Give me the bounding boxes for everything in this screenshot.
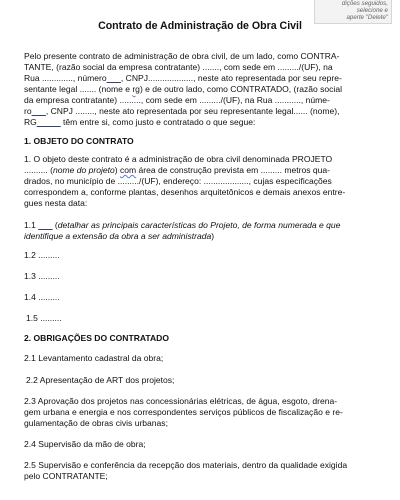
list-item-2-5: [24, 460, 370, 482]
preamble-line: [24, 73, 370, 84]
item-line: gem urbana e energia e nos correspondentes serviços públicos de fiscalização e re-: [24, 407, 343, 417]
placeholder-hint: nome do projeto: [52, 165, 115, 175]
preamble-line: da empresa contratante) ........., com sede em ........./(UF), na Rua ..........., núme-: [24, 95, 330, 105]
paragraph-line: drados, no município de ........./(UF), endereço: ..................., cujas especificações: [24, 176, 332, 186]
text-run: ): [114, 165, 120, 175]
text-run: , CNPJ..................., neste ato representada por seu repre-: [120, 73, 342, 83]
text-run: ro: [24, 106, 32, 116]
text-run: sentante legal ....... (nome e: [24, 84, 133, 94]
paragraph-line: gues nesta data:: [24, 198, 88, 208]
blank-field[interactable]: ___: [31, 106, 46, 116]
preamble-line: TANTE, (razão social da empresa contratante) ......., com sede em ........./(UF), na: [24, 62, 333, 72]
spellcheck-word: rg: [132, 84, 140, 94]
text-run: têm entre si, como justo e contratado o que segue:: [60, 117, 256, 127]
text-run: área de construção prevista em ......... metros qua-: [136, 165, 330, 175]
item-line: [24, 231, 370, 242]
item-line: [24, 220, 370, 231]
document-title: Contrato de Administração de Obra Civil: [98, 20, 302, 32]
preamble-line: [24, 117, 370, 128]
list-item-2-4: 2.4 Supervisão da mão de obra;: [24, 439, 146, 449]
preamble-line: Pelo presente contrato de administração de obra civil, de um lado, como CONTRA-: [24, 51, 340, 61]
item-line: gulamentação de obras civis urbanas;: [24, 418, 168, 428]
text-run: (: [52, 220, 58, 230]
preamble-paragraph: [24, 51, 370, 128]
preamble-line: [24, 84, 370, 95]
section-heading-obrigacoes: 2. OBRIGAÇÕES DO CONTRATADO: [24, 333, 169, 343]
item-line: 2.3 Aprovação dos projetos nas concessionárias elétricas, de água, esgoto, drena-: [24, 396, 338, 406]
list-item-2-1: 2.1 Levantamento cadastral da obra;: [24, 353, 164, 363]
item-line: 2.5 Supervisão e conferência da recepção dos materiais, dentro da qualidade exigida: [24, 460, 348, 470]
list-item-2-2: 2.2 Apresentação de ART dos projetos;: [26, 375, 175, 385]
paragraph-line: 1. O objeto deste contrato é a administração de obra civil denominada PROJETO: [24, 154, 333, 164]
list-item-1-4: 1.4 .........: [24, 292, 60, 302]
text-run: , CNPJ ........, neste ato representada por seu representante legal...... (nome),: [45, 106, 340, 116]
corner-note-line: aperte "Delete": [346, 14, 388, 21]
corner-note-line: dições seguidos, selecione e: [341, 0, 388, 14]
text-run: ): [211, 231, 215, 241]
blank-field[interactable]: ___: [106, 73, 121, 83]
text-run: ) e de outro lado, como CONTRATADO, (razão social: [139, 84, 342, 94]
blank-field[interactable]: _____: [36, 117, 61, 127]
objeto-paragraph: [24, 154, 370, 209]
item-number: 1.1: [24, 220, 36, 230]
list-item-1-5: 1.5 .........: [26, 313, 62, 323]
list-item-2-3: [24, 396, 370, 429]
text-run: RG: [24, 117, 37, 127]
placeholder-hint: detalhar as principais características do Projeto, de forma numerada e que: [57, 220, 341, 230]
placeholder-hint: identifique a extensão da obra a ser administrada: [24, 231, 212, 241]
paragraph-line: correspondem a, conforme plantas, desenhos arquitetônicos e demais anexos entre-: [24, 187, 346, 197]
list-item-1-2: 1.2 .........: [24, 250, 60, 260]
list-item-1-3: 1.3 .........: [24, 271, 60, 281]
section-heading-objeto: 1. OBJETO DO CONTRATO: [24, 136, 134, 146]
blank-field[interactable]: ___: [38, 220, 53, 230]
text-run: Rua ............., número: [24, 73, 107, 83]
preamble-line: [24, 106, 370, 117]
paragraph-line: [24, 165, 370, 176]
item-line: pelo CONTRATANTE;: [24, 471, 108, 481]
list-item-1-1: [24, 220, 370, 242]
spellcheck-word: com: [119, 165, 137, 175]
text-run: .......... (: [24, 165, 53, 175]
